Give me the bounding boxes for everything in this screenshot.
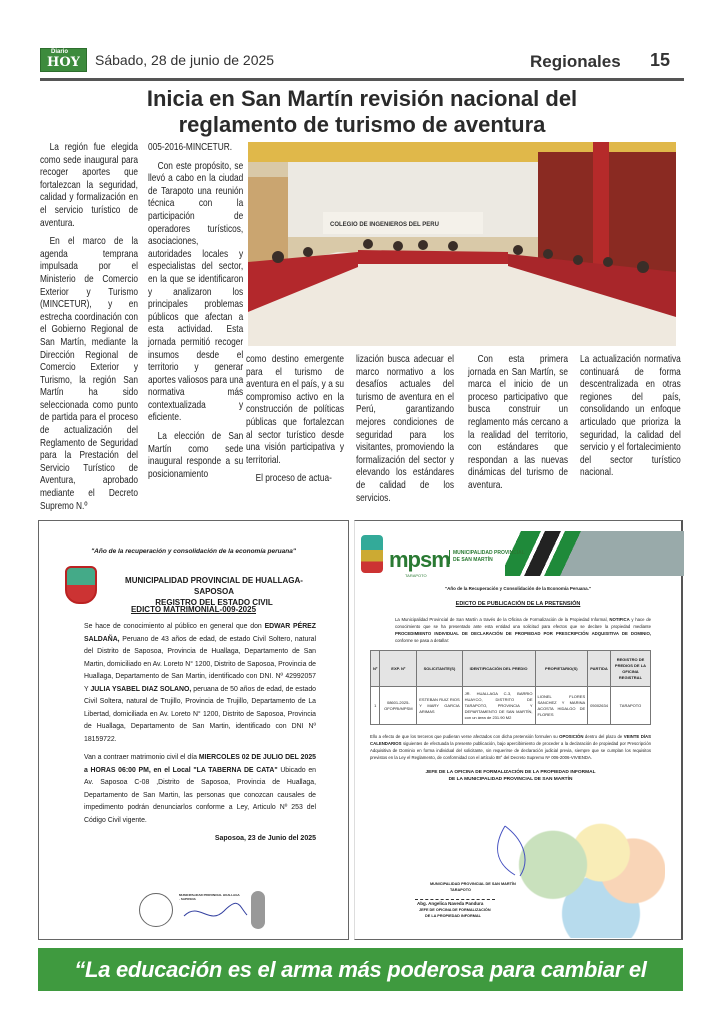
text: conforme se pasa a detallar:: [395, 638, 450, 643]
text: dentro del plazo de: [583, 734, 624, 739]
paragraph: Con este propósito, se llevó a cabo en la ciudad de Tarapoto una reunión técnica con la participación de operadores turísticos, asociaciones, autoridades locales y especialistas del sector, en la que se identificaron y analizaron los principales problemas públicos que afectan a esta actividad. Esta jornada permitió recoger insumos desde el territorio y generar aportes valiosos para una normativa más contextualizada y eficiente.: [148, 160, 244, 424]
article-column-5: [468, 354, 568, 493]
meeting-photo: [248, 142, 676, 346]
org-line-1: MUNICIPALIDAD PROVINCIAL: [453, 550, 525, 556]
table-cell: LIONEL FLORES SANCHEZ Y MARINA ACOSTA HIDALGO DE FLORES: [535, 687, 588, 725]
issue-date: Sábado, 28 de junio de 2025: [95, 52, 275, 68]
notice-intro: [395, 616, 651, 644]
header-rule: [40, 78, 684, 81]
article-column-4: [356, 354, 454, 505]
text: NOTIFICA: [609, 617, 630, 622]
text: Ubicado en Av. Saposoa C-08 ,Distrito de Saposoa, Provincia de Huallaga, Departamento de San Martin, las personas que conozcan causales de impedimento podrán denunciarlos conforme a Ley, Articulo Nº 253 del Código Civil vigente.: [84, 766, 316, 824]
bride-name: JULIA YSABEL DIAZ SOLANO,: [90, 685, 192, 693]
text: peruana de 50 años de edad, de estado Civil Soltera, natural de Trujillo, Provincia de Trujillo, Departamento de La Libertad, domiciliada en Av. Loreto N° 1200, Distrito de Saposoa, Provincia de Huallaga, Departamento de San Martin, identificado con DNI Nº 18159722.: [84, 685, 316, 743]
paragraph: La actualización normativa continuará de forma descentralizada en otras regiones del país, consolidando un enfoque articulado que prioriza la seguridad, la calidad del servicio y el fortalecimiento del sector turístico nacional.: [580, 354, 681, 479]
edicto-matrimonial-notice: [38, 520, 349, 940]
text: siguientes de efectuada la presente publicación, bajo apercibimiento de proceder a la declaración de propiedad por Prescripción Adquisitiva de Dominio en forma individual del solicitante, sin requerirse de declaración judicial previa, siempre que se cumplan los requisitos previstos en la Ley el Reglamento, de conformidad con el artículo 88° del Decreto Supremo Nº 006-2006-VIVIENDA.: [370, 741, 651, 760]
column-header: IDENTIFICACIÓN DEL PREDIO: [462, 651, 535, 687]
logo-big-text: HOY: [47, 55, 80, 70]
page-number: 15: [650, 50, 671, 70]
edicto-publicacion-notice: [354, 520, 683, 940]
logo-subtitle: TARAPOTO: [405, 573, 427, 578]
paragraph: La región fue elegida como sede inaugural para recoger aportes que fortalezcan la seguridad, calidad y formalización en el servicio turístico de aventura.: [40, 142, 138, 229]
meeting-room-image: [248, 142, 676, 346]
place-date: Saposoa, 23 de Junio del 2025: [214, 835, 316, 842]
notice-organization: [109, 575, 319, 608]
paragraph: lización busca adecuar el marco normativo a los desafíos actuales del turismo de aventura en el Perú, garantizando mejores condiciones de seguridad para los visitantes, promoviendo la formalización del sector y elevando los estándares de calidad de los servicios.: [356, 354, 454, 504]
signature-block: [395, 881, 516, 919]
notice-paragraph-1: [84, 621, 316, 746]
municipal-crest-icon: [361, 535, 383, 573]
org-line-2: REGISTRO DEL ESTADO CIVIL: [155, 598, 273, 607]
notice-body: [84, 621, 316, 846]
article-column-3: [246, 354, 344, 486]
table-cell: 1: [371, 687, 380, 725]
signatory-role: DE LA PROPIEDAD INFORMAL: [425, 914, 481, 918]
header-banner-image: [505, 531, 684, 576]
table-cell: ESTEBAN RUIZ RIOS Y MARY GARCIA ARIMAS: [417, 687, 462, 725]
headline-line-2: reglamento de turismo de aventura: [178, 112, 546, 137]
property-table: [370, 650, 651, 725]
text: La Municipalidad Provincial de San Martín a través de la Oficina de Formalización de la Propiedad Informal,: [395, 617, 610, 622]
signatory-name: Abg. Angelica Naveda Pandura: [417, 901, 484, 906]
column-header: SOLICITANTE(S): [417, 651, 462, 687]
paragraph: El proceso de actua-: [255, 473, 332, 485]
column-header: PROPIETARIO(S): [535, 651, 588, 687]
text: VEINTE DÍAS CALENDARIOS: [370, 734, 651, 746]
table-row: [371, 687, 651, 725]
sig-line: TARAPOTO: [450, 888, 471, 892]
column-header: PARTIDA: [588, 651, 611, 687]
official-seal-icon: [139, 893, 173, 927]
text: OPOSICIÓN: [559, 734, 584, 739]
footer-quote-banner: “La educación es el arma más poderosa para cambiar el mundo”: [38, 948, 683, 991]
text: y hace de conocimiento que se ha presentado ante esta entidad una solicitud para efectos que se declare la propiedad mediante: [395, 617, 651, 629]
article-column-6: [580, 354, 681, 480]
office-line-2: DE LA MUNICIPALIDAD PROVINCIAL DE SAN MARTÍN: [448, 777, 573, 782]
table-cell: JR. HUALLAGA C-3, BARRIO HUAYCO, DISTRITO DE TARAPOTO, PROVINCIA Y DEPARTAMENTO DE SAN MARTÍN, con un área de 231.90 M2: [462, 687, 535, 725]
signatory-role: JEFE DE OFICINA DE FORMALIZACIÓN: [419, 908, 491, 912]
photo-banner-text: COLEGIO DE INGENIEROS DEL PERU: [330, 222, 439, 228]
section-name: Regionales: [530, 52, 621, 71]
paragraph: En el marco de la agenda temprana impulsada por el Ministerio de Comercio Exterior y Turismo (MINCETUR), y en estrecha coordinación con el Gobierno Regional de San Martín, mediante la Dirección Regional de Comercio Exterior y Turismo, la región San Martín ha sido seleccionada como punto de partida para el proceso de actualización del Reglamento de Seguridad para la Prestación del Servicio Turístico de Aventura, aprobado mediante el Decreto Supremo N.º: [40, 236, 138, 512]
paragraph: La elección de San Martín como sede inaugural responde a su posicionamiento: [148, 431, 244, 480]
text: Peruano de 43 años de edad, de estado Civil Soltero, natural del Distrito de Saposoa, Provincia de Huallaga, Departamento de San Martin, domiciliado en Av. Loreto N° 1200, Distrito de Saposoa, Provincia de Huallaga, Departamento de San Martin, identificado con DNI. Nº 42992057 Y: [84, 635, 316, 693]
text: Se hace de conocimiento al público en general que don: [84, 623, 265, 630]
stamp-text: MUNICIPALIDAD PROVINCIAL HUALLAGA - SAPOSOA: [179, 893, 240, 901]
office-line-1: JEFE DE LA OFICINA DE FORMALIZACIÓN DE LA PROPIEDAD INFORMAL: [425, 770, 596, 775]
fingerprint-icon: [251, 891, 265, 929]
headline-line-1: Inicia en San Martín revisión nacional del: [146, 86, 578, 111]
notice-title: EDICTO DE PUBLICACIÓN DE LA PRETENSIÓN: [455, 601, 581, 607]
article-column-1: [40, 142, 138, 513]
org-line-1: MUNICIPALIDAD PROVINCIAL DE HUALLAGA-SAPOSOA: [125, 576, 303, 596]
table-cell: 05002634: [588, 687, 611, 725]
ceremony-details: MIERCOLES 02 DE JULIO DEL 2025 a HORAS 06:00 PM, en el Local "LA TABERNA DE CATA": [84, 754, 316, 774]
table-cell: TARAPOTO: [610, 687, 650, 725]
year-slogan: "Año de la Recuperación y Consolidación de la Economía Peruana.": [444, 586, 592, 591]
paragraph: como destino emergente para el turismo de aventura en el país, y a su compromiso activo en la construcción de políticas públicas que fortalezcan al sector turístico desde una visión participativa y territorial.: [246, 354, 344, 466]
diario-hoy-logo: [40, 48, 87, 72]
table-header-row: [371, 651, 651, 687]
text: Van a contraer matrimonio civil el día: [84, 754, 199, 761]
column-header: Nº: [371, 651, 380, 687]
groom-name: EDWAR PÉREZ SALDAÑA,: [84, 623, 316, 643]
signature-line: [415, 899, 495, 900]
signature-icon: [179, 901, 249, 926]
article-headline: [40, 86, 684, 138]
notice-paragraph-2: [84, 752, 316, 827]
sig-line: MUNICIPALIDAD PROVINCIAL DE SAN MARTÍN: [430, 882, 516, 886]
notice-title: EDICTO MATRIMONIAL-009-2025: [130, 605, 257, 614]
mpsm-logo: mpsm: [389, 547, 450, 572]
signatory-office: [370, 769, 651, 783]
signature-icon: [485, 821, 545, 877]
logo-small-text: Diario: [51, 49, 69, 55]
column-header: EXP. Nº: [380, 651, 417, 687]
text: Ello a efecto de que los terceros que pudieran verse afectados con dicha pretensión formulen su: [370, 734, 560, 739]
paragraph: 005-2016-MINCETUR.: [148, 142, 233, 153]
org-line-2: DE SAN MARTÍN: [453, 557, 493, 563]
table-cell: 08601-2025-OFOPRI/MPSM: [380, 687, 417, 725]
text: PROCEDIMIENTO INDIVIDUAL DE DECLARACIÓN DE PROPIEDAD POR PRESCRIPCIÓN ADQUISITIVA DE DOMINIO,: [395, 631, 651, 636]
paragraph: Con esta primera jornada en San Martín, se marca el inicio de un proceso participativo que busca construir un reglamento más cercano a la realidad del territorio, con estándares que respondan a las nuevas dinámicas del turismo de aventura.: [468, 354, 568, 491]
notice-organization: [449, 550, 525, 564]
notice-body: [370, 616, 651, 783]
year-slogan: "Año de la recuperación y consolidación de la economía peruana": [91, 548, 296, 555]
article-column-2: [148, 142, 243, 481]
municipal-crest-icon: [65, 566, 97, 604]
notice-opposition-text: [370, 733, 651, 761]
column-header: REGISTRO DE PREDIOS DE LA OFICINA REGISTRAL: [610, 651, 650, 687]
